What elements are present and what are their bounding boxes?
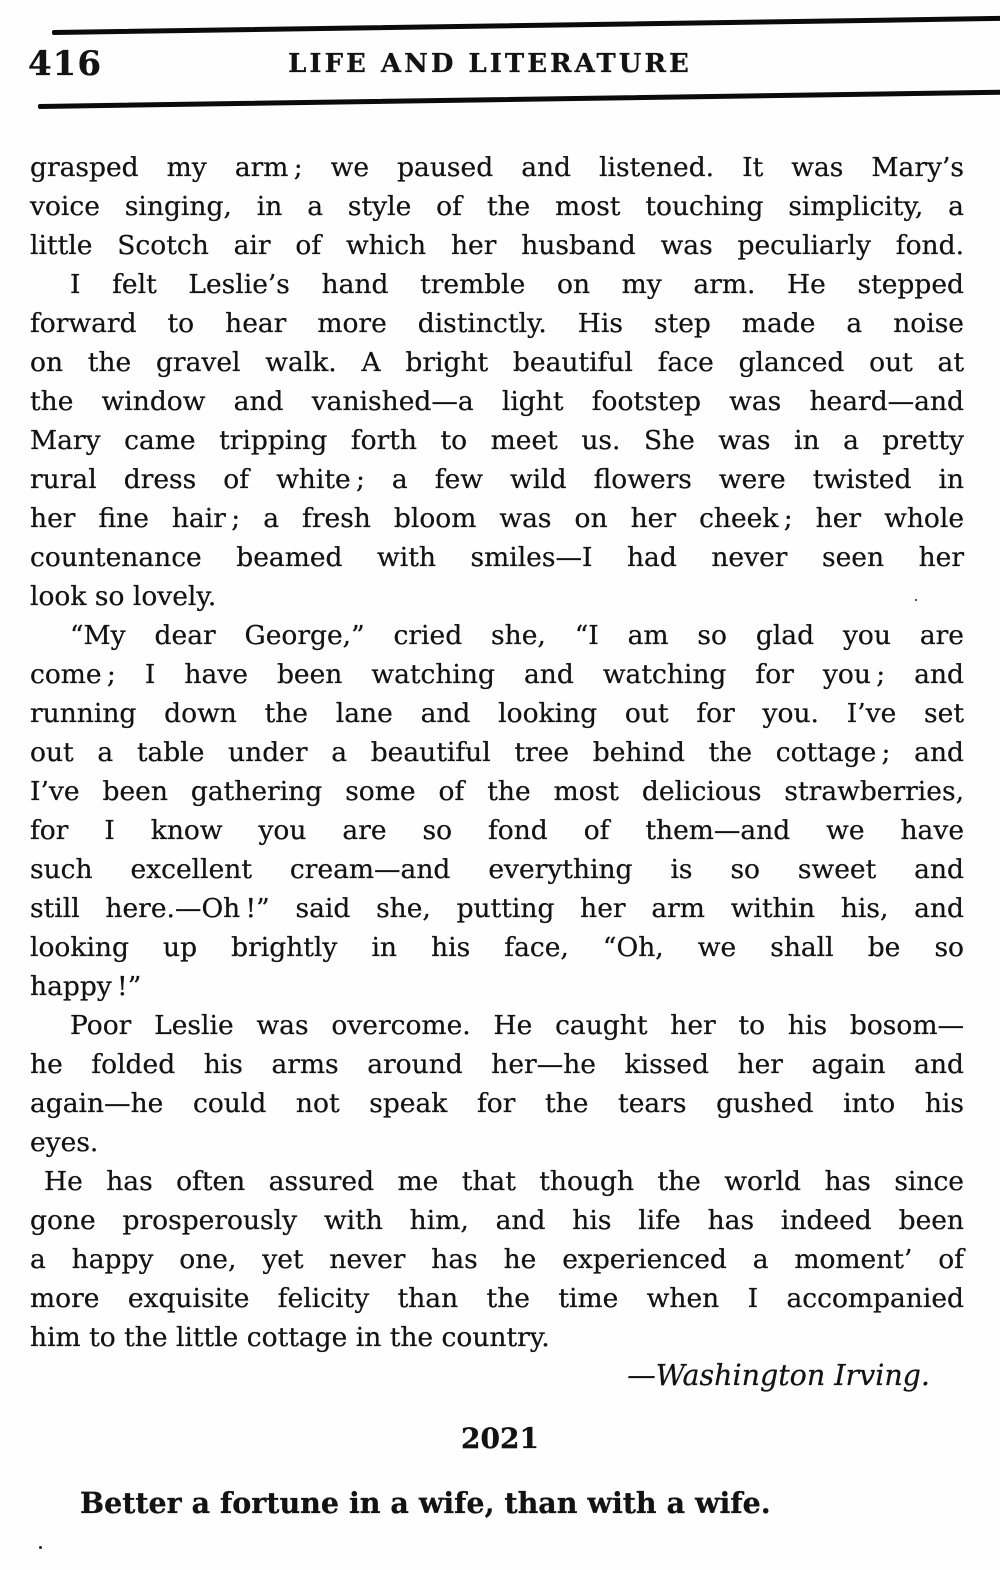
text-line: Poor Leslie was overcome. He caught her to his bosom— — [70, 1010, 964, 1041]
text-line: he folded his arms around her—he kissed her again and — [30, 1049, 964, 1080]
text-line: He has often assured me that though the world has since — [44, 1166, 964, 1197]
text-line: still here.—Oh !” said she, putting her arm within his, and — [30, 893, 964, 924]
text-line: look so lovely. — [30, 581, 217, 612]
text-line: him to the little cottage in the country. — [30, 1322, 550, 1353]
text-line: such excellent cream—and everything is so sweet and — [30, 854, 964, 885]
text-line: again—he could not speak for the tears gushed into his — [30, 1088, 964, 1119]
running-head-title: LIFE AND LITERATURE — [288, 49, 692, 79]
text-line: I felt Leslie’s hand tremble on my arm. He stepped — [70, 269, 964, 300]
text-line: “My dear George,” cried she, “I am so glad you are — [70, 620, 964, 651]
text-line: happy !” — [30, 971, 142, 1002]
proverb-text: Better a fortune in a wife, than with a wife. — [80, 1486, 771, 1520]
top-rule — [52, 16, 1000, 35]
text-line: running down the lane and looking out for you. I’ve set — [30, 698, 964, 729]
text-line: Mary came tripping forth to meet us. She was in a pretty — [30, 425, 964, 456]
text-line: more exquisite felicity than the time when I accompanied — [30, 1283, 964, 1314]
text-line: her fine hair ; a fresh bloom was on her cheek ; her whole — [30, 503, 964, 534]
text-line: looking up brightly in his face, “Oh, we shall be so — [30, 932, 964, 963]
paragraph — [30, 265, 964, 616]
text-line: grasped my arm ; we paused and listened. It was Mary’s — [30, 152, 964, 183]
paragraph — [30, 1006, 964, 1162]
text-line: the window and vanished—a light footstep was heard—and — [30, 386, 964, 417]
paragraph — [30, 148, 964, 265]
text-line: countenance beamed with smiles—I had never seen her — [30, 542, 964, 573]
text-line: little Scotch air of which her husband was peculiarly fond. — [30, 230, 964, 261]
text-line: forward to hear more distinctly. His step made a noise — [30, 308, 964, 339]
text-line: out a table under a beautiful tree behind the cottage ; and — [30, 737, 964, 768]
text-line: I’ve been gathering some of the most delicious strawberries, — [30, 776, 964, 807]
text-line: come ; I have been watching and watching for you ; and — [30, 659, 964, 690]
text-line: on the gravel walk. A bright beautiful face glanced out at — [30, 347, 964, 378]
body-text — [30, 148, 964, 1357]
text-line: gone prosperously with him, and his life has indeed been — [30, 1205, 964, 1236]
paragraph — [30, 616, 964, 1006]
text-line: rural dress of white ; a few wild flowers were twisted in — [30, 464, 964, 495]
author-attribution: —Washington Irving. — [627, 1359, 930, 1392]
text-line: for I know you are so fond of them—and we have — [30, 815, 964, 846]
header-divider-rule — [38, 89, 1000, 109]
paragraph — [30, 1162, 964, 1357]
scan-speck — [915, 599, 917, 601]
text-line: eyes. — [30, 1127, 99, 1158]
entry-number: 2021 — [461, 1422, 539, 1455]
scan-speck — [39, 1546, 42, 1549]
text-line: a happy one, yet never has he experienced a moment’ of — [30, 1244, 964, 1275]
text-line: voice singing, in a style of the most touching simplicity, a — [30, 191, 964, 222]
page-number: 416 — [28, 44, 102, 84]
